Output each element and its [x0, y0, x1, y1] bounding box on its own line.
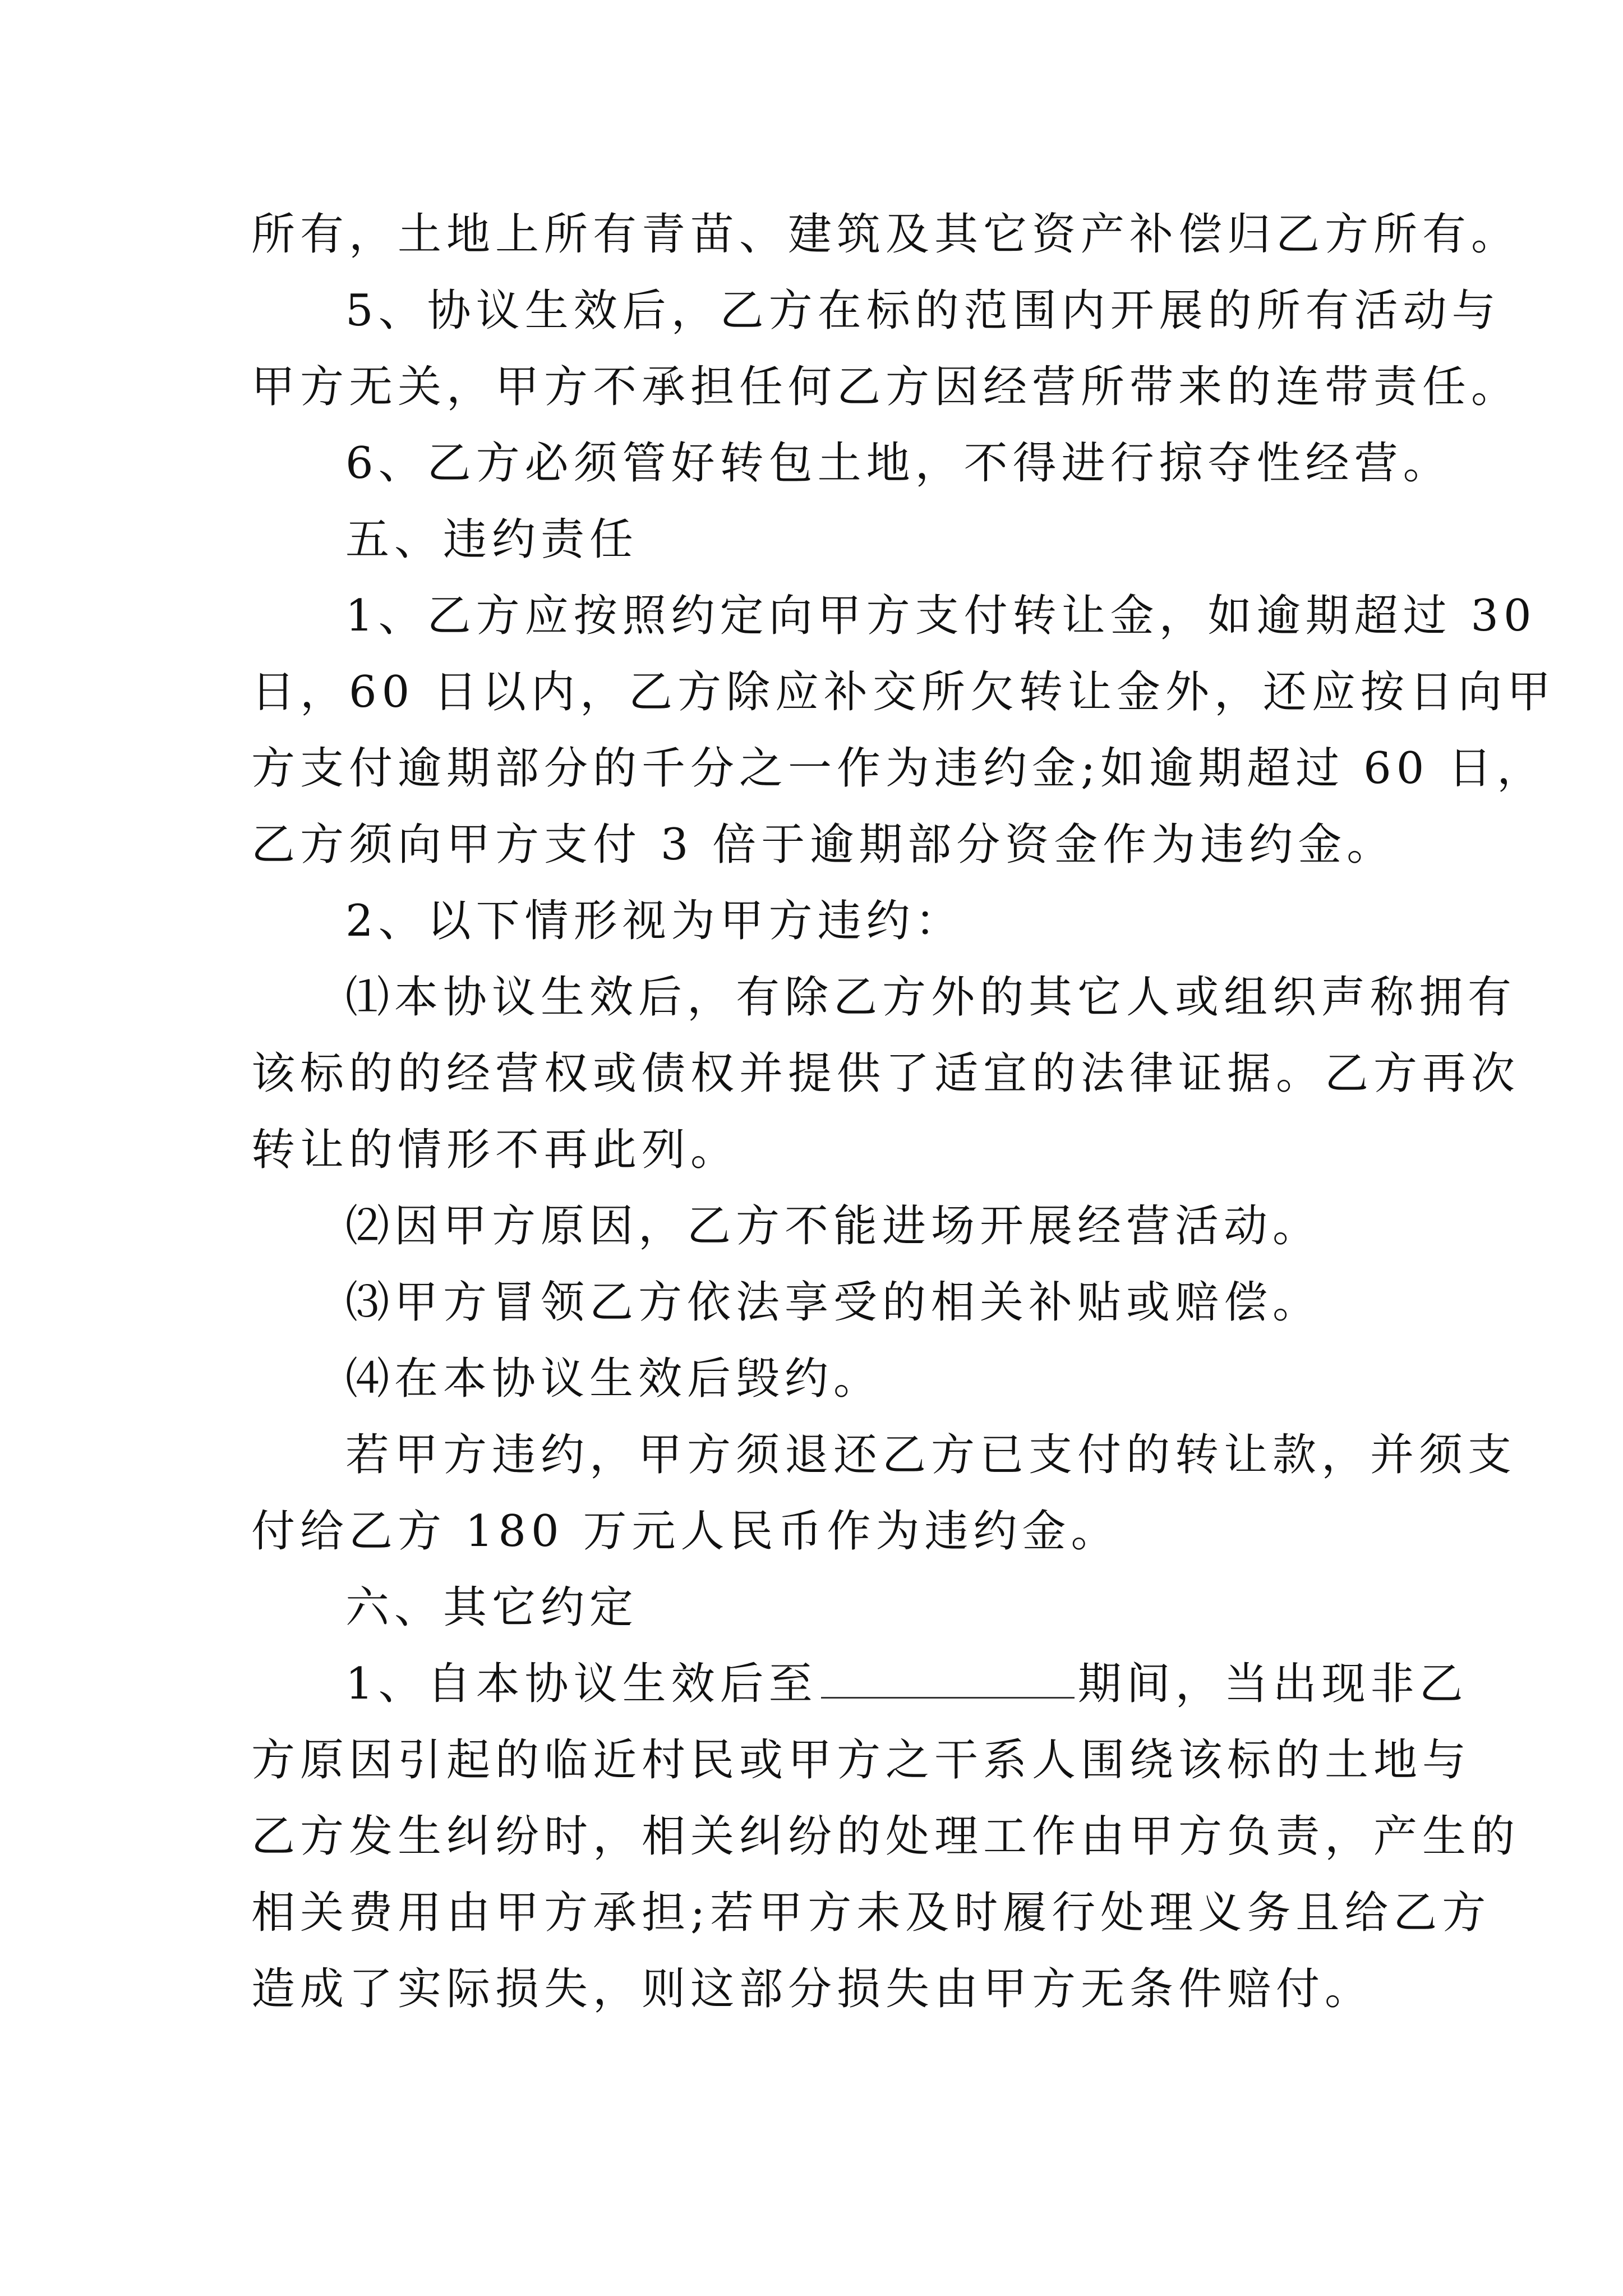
text-line: 转让的情形不再此列。	[251, 1125, 740, 1175]
section-heading-breach: 五、违约责任	[345, 514, 639, 565]
text-line: 相关费用由甲方承担;若甲方未及时履行处理义务且给乙方	[251, 1888, 1491, 1938]
text-line: 该标的的经营权或债权并提供了适宜的法律证据。乙方再次	[251, 1048, 1520, 1099]
clause-4-6: 6、乙方必须管好转包土地，不得进行掠夺性经营。	[345, 438, 1452, 489]
section-heading-other: 六、其它约定	[345, 1582, 639, 1633]
clause-4-5: 5、协议生效后，乙方在标的范围内开展的所有活动与	[345, 286, 1501, 336]
fill-in-blank	[821, 1661, 1075, 1699]
document-body	[251, 196, 1556, 2027]
text-line: 付给乙方 180 万元人民币作为违约金。	[251, 1506, 1120, 1557]
text-line: 造成了实际损失，则这部分损失由甲方无条件赔付。	[251, 1964, 1374, 2014]
item-1: ⑴本协议生效后，有除乙方外的其它人或组织声称拥有	[345, 972, 1517, 1023]
item-2: ⑵因甲方原因，乙方不能进场开展经营活动。	[345, 1201, 1322, 1251]
breach-penalty-paragraph: 若甲方违约，甲方须退还乙方已支付的转让款，并须支	[345, 1430, 1517, 1480]
text-line: 日，60 日以内，乙方除应补交所欠转让金外，还应按日向甲	[251, 667, 1556, 717]
text-line: 方原因引起的临近村民或甲方之干系人围绕该标的土地与	[251, 1735, 1472, 1786]
text-line: 所有，土地上所有青苗、建筑及其它资产补偿归乙方所有。	[251, 209, 1520, 260]
clause-6-1-prefix: 1、自本协议生效后至	[345, 1659, 818, 1709]
text-line: 甲方无关，甲方不承担任何乙方因经营所带来的连带责任。	[251, 362, 1520, 412]
text-line: 方支付逾期部分的千分之一作为违约金;如逾期超过 60 日，	[251, 743, 1546, 794]
clause-5-2: 2、以下情形视为甲方违约：	[345, 896, 964, 946]
clause-6-1-suffix: 期间，当出现非乙	[1077, 1659, 1468, 1709]
clause-6-1	[251, 1646, 1468, 1722]
text-line: 乙方发生纠纷时，相关纠纷的处理工作由甲方负责，产生的	[251, 1811, 1520, 1862]
item-3: ⑶甲方冒领乙方依法享受的相关补贴或赔偿。	[345, 1277, 1322, 1328]
text-line: 乙方须向甲方支付 3 倍于逾期部分资金作为违约金。	[251, 820, 1396, 870]
clause-5-1: 1、乙方应按照约定向甲方支付转让金，如逾期超过 30	[345, 591, 1537, 641]
item-4: ⑷在本协议生效后毁约。	[345, 1354, 883, 1404]
